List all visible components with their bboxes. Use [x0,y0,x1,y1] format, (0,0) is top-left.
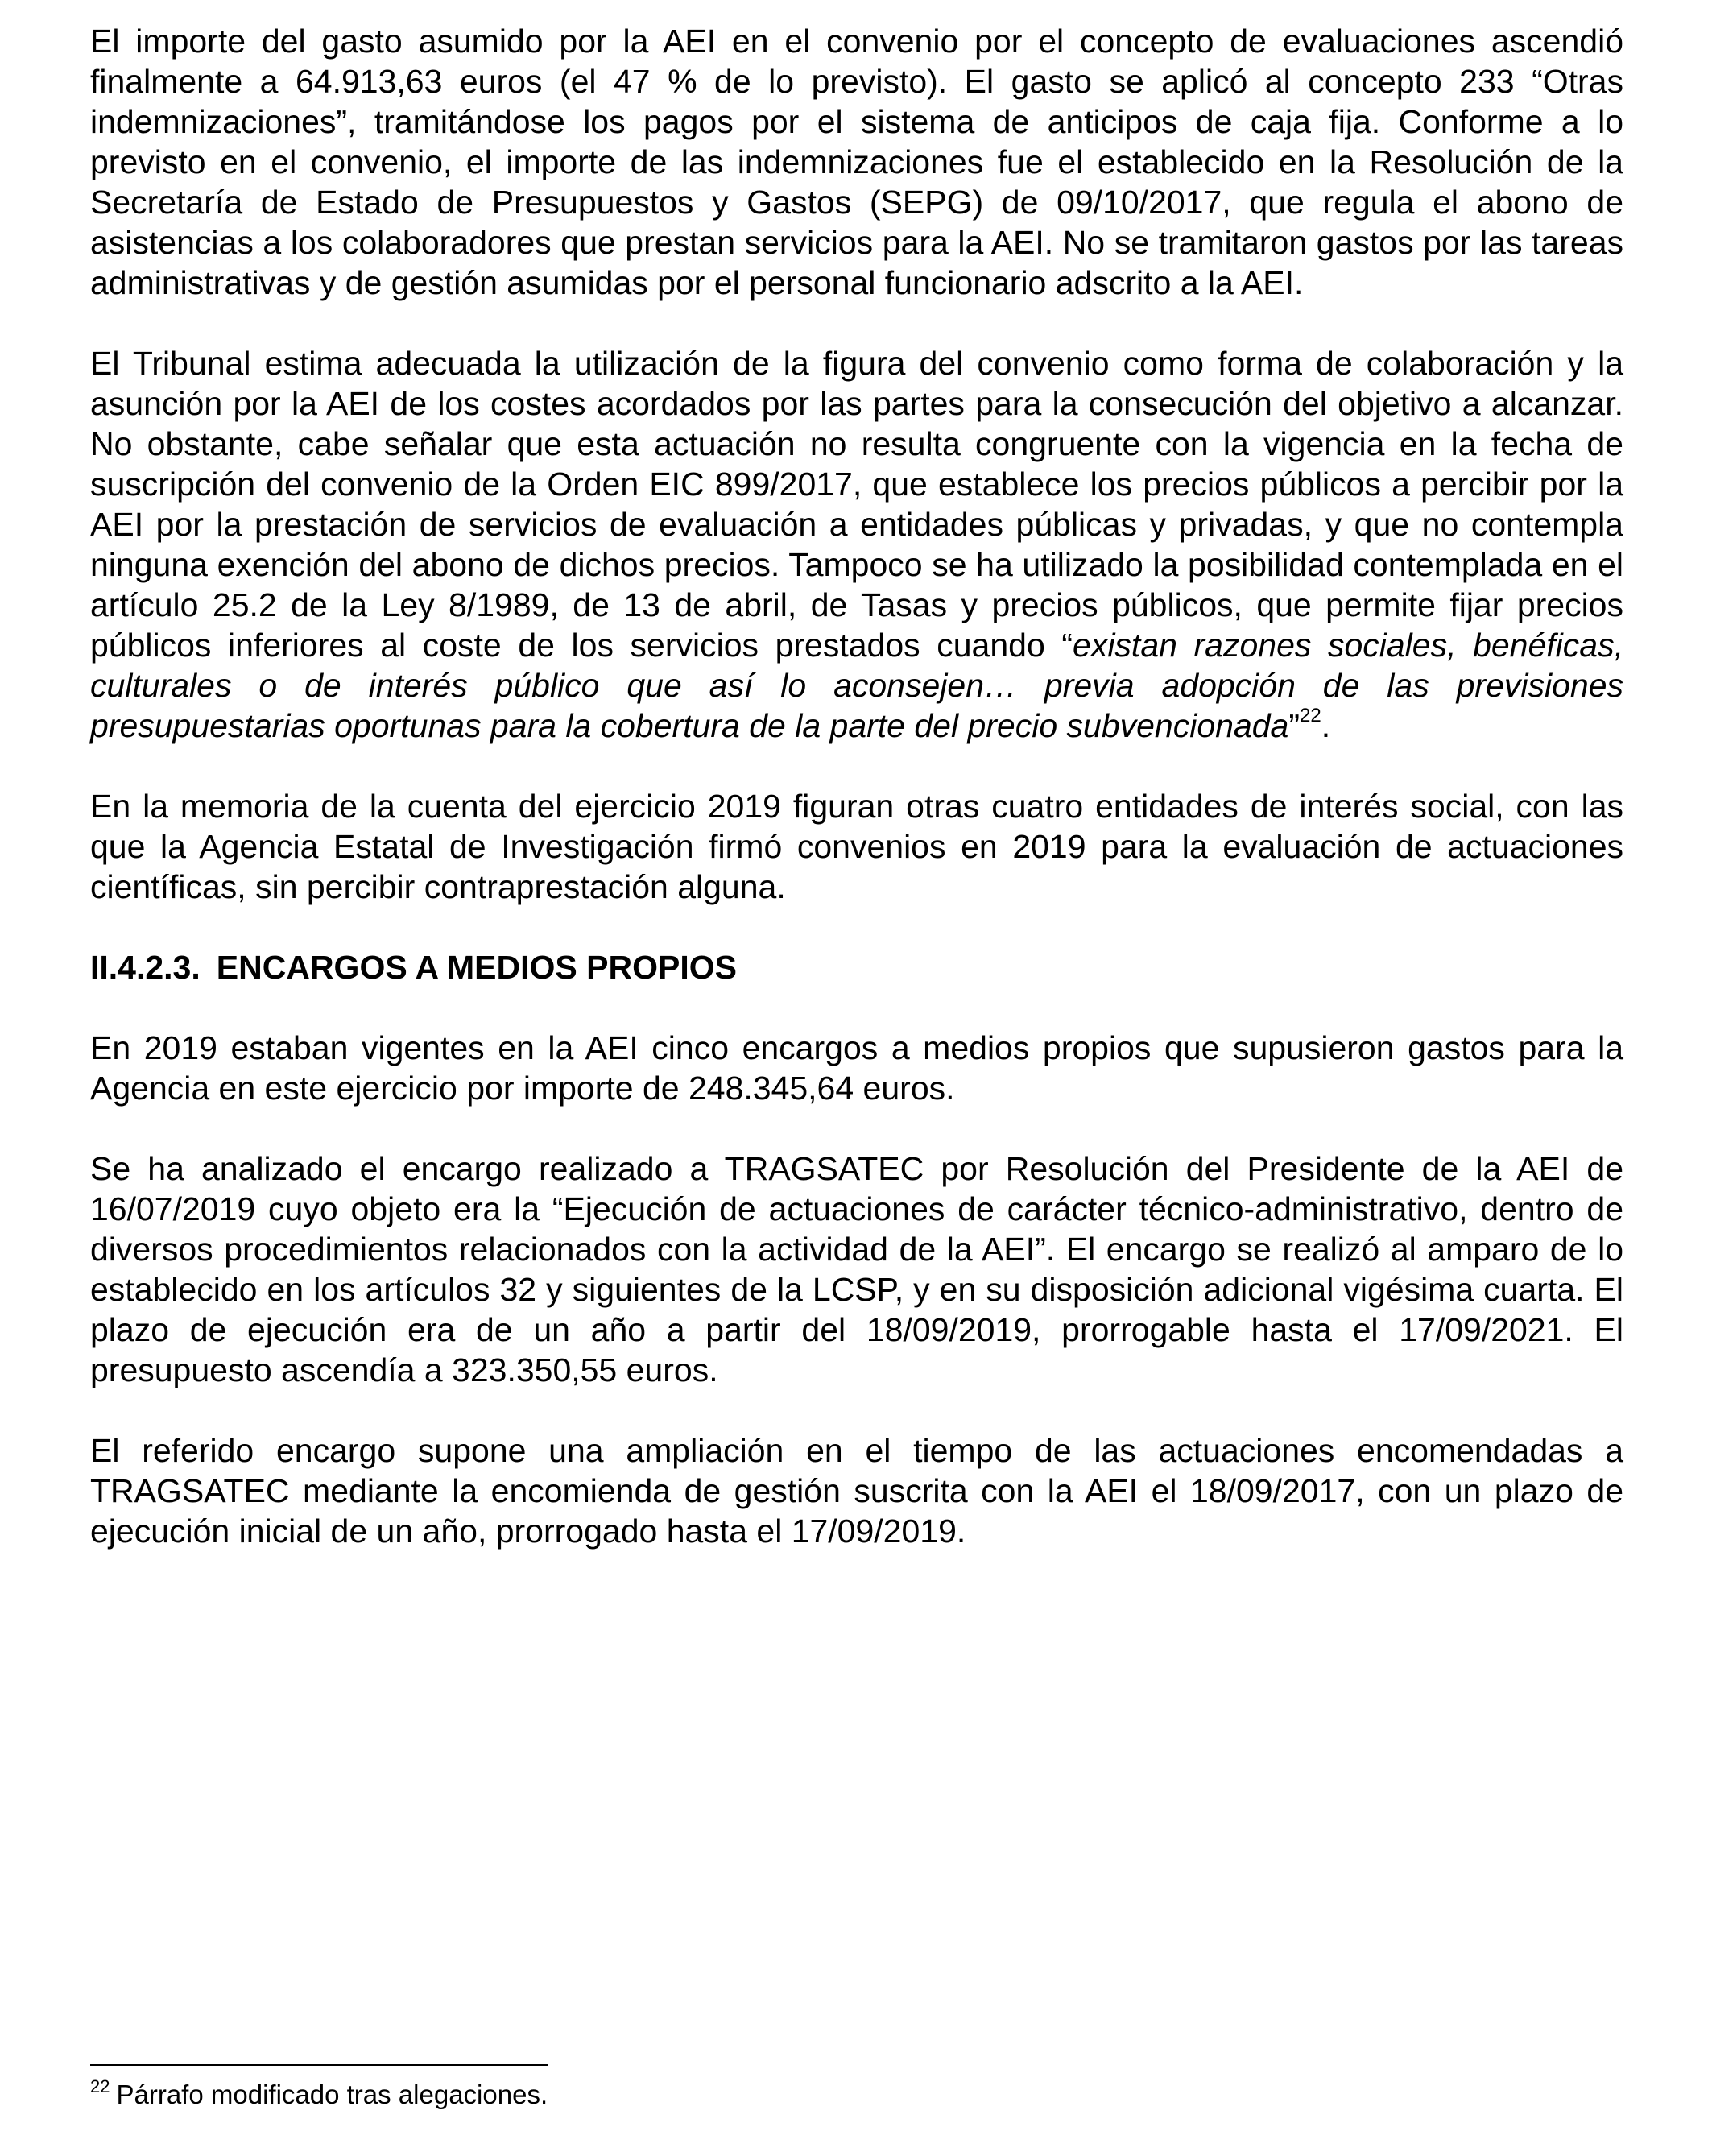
footnote-reference[interactable]: 22 [1300,705,1321,727]
paragraph-text: El Tribunal estima adecuada la utilización de la figura del convenio como forma de colaboración y la asunción por la AEI de los costes acordados por las partes para la consecución del objetivo a alcanzar. No obstante, cabe señalar que esta actuación no resulta congruente con la vigencia en la fecha de suscripción del convenio de la Orden EIC 899/2017, que establece los precios públicos a percibir por la AEI por la prestación de servicios de evaluación a entidades públicas y privadas, y que no contempla ninguna exención del abono de dichos precios. Tampoco se ha utilizado la posibilidad contemplada en el artículo 25.2 de la Ley 8/1989, de 13 de abril, de Tasas y precios públicos, que permite fijar precios públicos inferiores al coste de los servicios prestados cuando “ [90,345,1623,664]
footnote [90,2078,548,2112]
paragraph-evaluation-costs: El importe del gasto asumido por la AEI en el convenio por el concepto de evaluaciones ascendió finalmente a 64.913,63 euros (el 47 % de lo previsto). El gasto se aplicó al concepto 233 “Otras indemnizaciones”, tramitándose los pagos por el sistema de anticipos de caja fija. Conforme a lo previsto en el convenio, el importe de las indemnizaciones fue el establecido en la Resolución de la Secretaría de Estado de Presupuestos y Gastos (SEPG) de 09/10/2017, que regula el abono de asistencias a los colaboradores que prestan servicios para la AEI. No se tramitaron gastos por las tareas administrativas y de gestión asumidas por el personal funcionario adscrito a la AEI. [90,23,1623,301]
paragraph-encargos-summary: En 2019 estaban vigentes en la AEI cinco encargos a medios propios que supusieron gastos para la Agencia en este ejercicio por importe de 248.345,64 euros. [90,1029,1623,1107]
paragraph-tribunal-assessment [90,343,1623,746]
section-number: II.4.2.3. [90,949,201,986]
footnote-text: Párrafo modificado tras alegaciones. [116,2079,548,2109]
section-heading [90,947,1623,987]
quoted-law-text: existan razones sociales, benéficas, culturales o de interés público que así lo aconsejen… previa adopción de las previsiones presupuestarias oportunas para la cobertura de la parte del precio subvencionada [90,627,1623,744]
paragraph-other-entities: En la memoria de la cuenta del ejercicio 2019 figuran otras cuatro entidades de interés social, con las que la Agencia Estatal de Investigación firmó convenios en 2019 para la evaluación de actuaciones científicas, sin percibir contraprestación alguna. [90,788,1623,905]
paragraph-tragsatec-extension: El referido encargo supone una ampliación en el tiempo de las actuaciones encomendadas a TRAGSATEC mediante la encomienda de gestión suscrita con la AEI el 18/09/2017, con un plazo de ejecución inicial de un año, prorrogado hasta el 17/09/2019. [90,1432,1623,1550]
paragraph-tragsatec-analysis: Se ha analizado el encargo realizado a TRAGSATEC por Resolución del Presidente de la AEI de 16/07/2019 cuyo objeto era la “Ejecución de actuaciones de carácter técnico-administrativo, dentro de diversos procedimientos relacionados con la actividad de la AEI”. El encargo se realizó al amparo de lo establecido en los artículos 32 y siguientes de la LCSP, y en su disposición adicional vigésima cuarta. El plazo de ejecución era de un año a partir del 18/09/2019, prorrogable hasta el 17/09/2021. El presupuesto ascendía a 323.350,55 euros. [90,1150,1623,1388]
footnote-number: 22 [90,2076,110,2096]
footnote-separator [90,2064,548,2066]
closing-quote: ” [1288,707,1301,744]
section-title: ENCARGOS A MEDIOS PROPIOS [216,949,737,986]
document-body [90,21,1623,1551]
paragraph-end: . [1321,707,1331,744]
